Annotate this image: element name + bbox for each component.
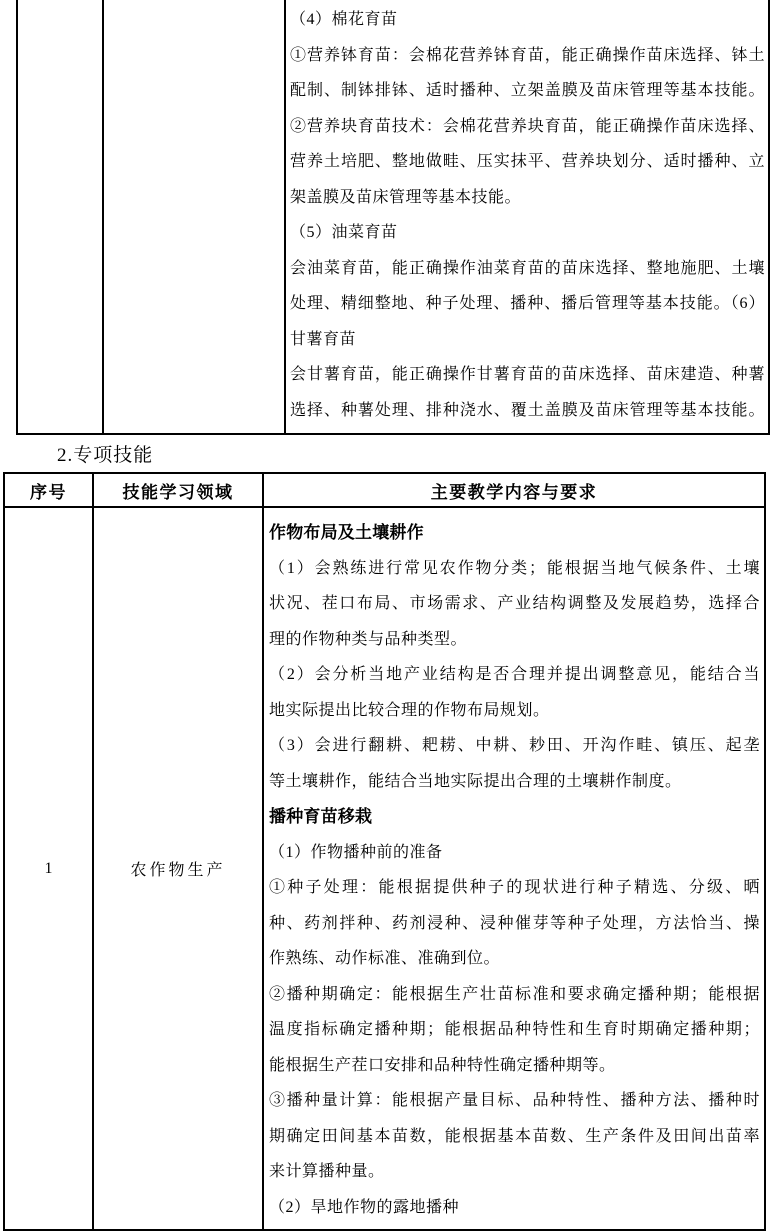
skills-table-row <box>5 508 764 1229</box>
text-line: 等土壤耕作，能结合当地实际提出合理的土壤耕作制度。 <box>269 772 682 790</box>
skills-table-header-row <box>5 474 764 508</box>
text-line: （5）油菜育苗 <box>290 224 398 241</box>
header-cell-index <box>5 474 94 506</box>
skills-table <box>3 472 766 1231</box>
text-line: 配制、制钵排钵、适时播种、立架盖膜及苗床管理等基本技能。 <box>290 82 765 99</box>
text-line: 理的作物种类与品种类型。 <box>269 630 468 648</box>
text-line: ②营养块育苗技术：会棉花营养块育苗，能正确操作苗床选择、 <box>290 117 765 135</box>
header-cell-content <box>264 478 764 503</box>
text-line: 架盖膜及苗床管理等基本技能。 <box>290 188 522 206</box>
text-line: ③播种量计算：能根据产量目标、品种特性、播种方法、播种时 <box>269 1092 760 1109</box>
section-heading: 2.专项技能 <box>57 445 154 466</box>
course-table-continued <box>16 0 770 435</box>
row-index-value: 1 <box>44 859 53 877</box>
header-label-index: 序号 <box>30 482 67 502</box>
cell-row-index <box>5 508 94 1229</box>
text-line: 地实际提出比较合理的作物布局规划。 <box>269 701 550 719</box>
text-line: 播种育苗移栽 <box>269 807 373 826</box>
header-label-content: 主要教学内容与要求 <box>430 482 598 502</box>
text-line: 温度指标确定播种期；能根据品种特性和生育时期确定播种期； <box>269 1021 760 1038</box>
text-line: 处理、精细整地、种子处理、播种、播后管理等基本技能。（6） <box>290 295 765 312</box>
text-line: （4）棉花育苗 <box>290 11 398 28</box>
text-line: 营养土培肥、整地做畦、压实抹平、营养块划分、适时播种、立 <box>290 153 765 170</box>
text-line: （1）作物播种前的准备 <box>269 843 443 861</box>
text-line: 种、药剂拌种、药剂浸种、浸种催芽等种子处理，方法恰当、操 <box>269 914 760 932</box>
text-line: 能根据生产茬口安排和品种特性确定播种期等。 <box>269 1056 616 1074</box>
text-line: 会油菜育苗，能正确操作油菜育苗的苗床选择、整地施肥、土壤 <box>290 259 765 277</box>
text-line: 会甘薯育苗，能正确操作甘薯育苗的苗床选择、苗床建造、种薯 <box>290 366 765 383</box>
text-line: 作熟练、动作标准、准确到位。 <box>269 950 501 967</box>
cell-skill-domain <box>94 508 264 1229</box>
text-line: ①种子处理：能根据提供种子的现状进行种子精选、分级、晒 <box>269 879 760 896</box>
text-line: ②播种期确定：能根据生产壮苗标准和要求确定播种期；能根据 <box>269 985 760 1003</box>
text-line: 作物布局及土壤耕作 <box>269 523 424 542</box>
text-line: （3）会进行翻耕、耙耢、中耕、耖田、开沟作畦、镇压、起垄 <box>269 737 760 754</box>
text-line: （2）会分析当地产业结构是否合理并提出调整意见，能结合当 <box>269 666 760 683</box>
header-cell-domain <box>94 474 264 506</box>
text-line: ①营养钵育苗：会棉花营养钵育苗，能正确操作苗床选择、钵土 <box>290 46 765 64</box>
skill-domain-value: 农作物生产 <box>130 862 226 879</box>
text-line: （1）会熟练进行常见农作物分类；能根据当地气候条件、土壤 <box>269 559 760 577</box>
text-line: 选择、种薯处理、排种浇水、覆土盖膜及苗床管理等基本技能。 <box>290 401 765 419</box>
text-line: 来计算播种量。 <box>269 1163 385 1180</box>
header-label-domain: 技能学习领域 <box>122 482 234 502</box>
text-line: （2）旱地作物的露地播种 <box>269 1198 460 1216</box>
cell-teaching-content-continued <box>290 2 765 428</box>
cell-teaching-content <box>264 508 764 1229</box>
table-column-divider <box>102 0 104 433</box>
text-line: 状况、茬口布局、市场需求、产业结构调整及发展趋势，选择合 <box>269 595 760 612</box>
table-column-divider <box>284 0 286 433</box>
text-line: 甘薯育苗 <box>290 330 357 348</box>
text-line: 期确定田间基本苗数，能根据基本苗数、生产条件及田间出苗率 <box>269 1127 760 1145</box>
